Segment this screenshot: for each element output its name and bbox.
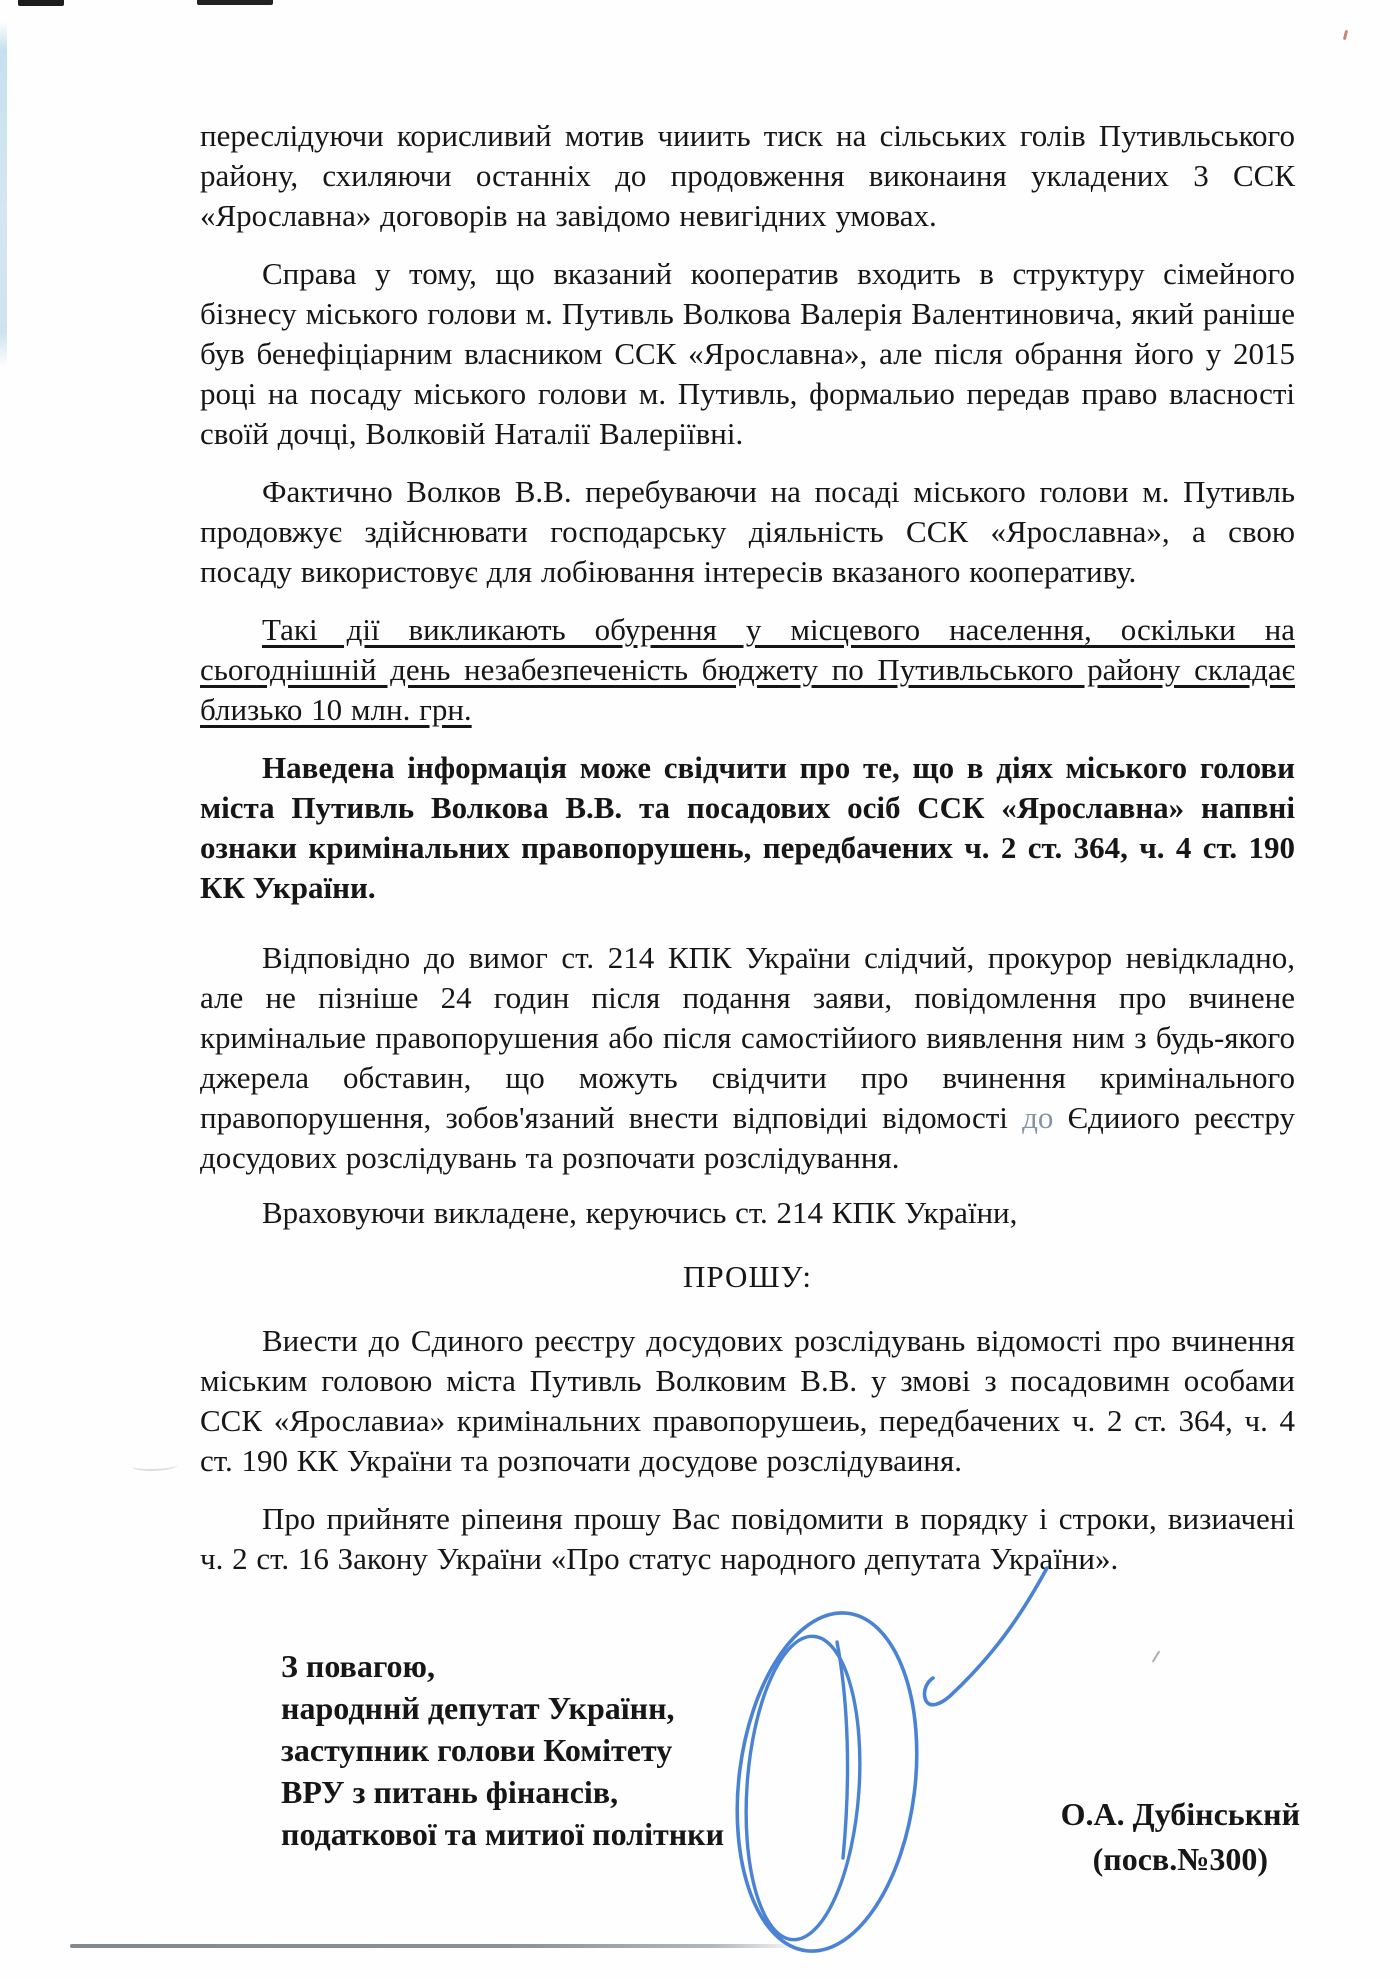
paragraph-continuation: переслідуючи корисливий мотив чииить тиск на сільських голів Путивльського району, схиляючи останніх до продовження виконаиня укладених 3 ССК «Ярославна» договорів на завідомо невигідних умовах.: [200, 118, 1295, 233]
signer-name: О.А. Дубінськнй: [1060, 1796, 1300, 1832]
paragraph-request: Виести до Сдиного реєстру досудових розслідувань відомості про вчинення міським головою міста Путивль Волковим В.В. у змові з посадовимн особами ССК «Ярославиа» кримінальних правопорушеиь, передбачених ч. 2 ст. 364, ч. 4 ст. 190 КК України та розпочати досудове розслідуваиня.: [200, 1323, 1295, 1478]
scan-artifact-top-bar-right: [197, 0, 273, 5]
closing-line: податкової та митиої політнки: [281, 1816, 725, 1852]
scan-artifact-left-blue-strip: [0, 22, 7, 367]
paragraph-de-facto-control: Фактично Волков В.В. перебуваючи на посаді міського голови м. Путивль продовжує здійснювати господарську діяльність ССК «Ярославна», а свою посаду використовує для лобіювання інтересів вказаного кооперативу.: [200, 474, 1295, 589]
closing-line: заступник голови Комітету: [281, 1732, 673, 1768]
closing-line: народннй депутат Українн,: [281, 1690, 675, 1726]
scan-artifact-red-speck: [1343, 30, 1348, 40]
paragraph-public-outrage: Такі дії викликають обурення у місцевого населення, оскільки на сьогоднішній день незабезпеченість бюджету по Путивльського району складає близько 10 млн. грн.: [200, 612, 1295, 727]
paragraph-article-214: Відповідно до вимог ст. 214 КПК України слідчий, прокурор невідкладно, але не пізніше 24 годин після подання заяви, повідомлення про вчинене кримінальие правопорушения або після самостійиого виявлення ним з будь-якого джерела обставин, що можуть свідчити про вчинення кримінального правопорушення, зобов'язаний внести відповідиі відомості до Єдииого реєстру досудових розслідувань та розпочати розслідування.: [200, 940, 1295, 1175]
request-heading: ПРОШУ:: [682, 1259, 813, 1294]
paragraph-criminal-signs: Наведена інформація може свідчити про те, що в діях міського голови міста Путивль Волкова В.В. та посадових осіб ССК «Ярославна» напвні ознаки кримінальних правопорушень, передбачених ч. 2 ст. 364, ч. 4 ст. 190 КК України.: [200, 750, 1295, 905]
signer-credential: (посв.№300): [1092, 1841, 1269, 1877]
paragraph-family-business: Справа у тому, що вказаний кооператив входить в структуру сімейного бізнесу міського голови м. Путивль Волкова Валерія Валентиновича, який раніше був бенефіціарним власником ССК «Ярославна», але після обрання його у 2015 році на посаду міського голови м. Путивль, формальио передав право власності своїй дочці, Волковій Наталії Валеріївні.: [200, 256, 1295, 451]
letter-body: [200, 116, 1295, 1579]
closing-line: ВРУ з питань фінансів,: [281, 1774, 619, 1810]
handwritten-signature: [655, 1550, 1075, 1970]
scan-artifact-gray-tick: [1152, 1650, 1161, 1662]
paragraph-notify: Про прийняте ріпеиня прошу Вас повідомити в порядку і строки, визиачені ч. 2 ст. 16 Закону України «Про статус народного депутата України».: [200, 1501, 1295, 1576]
closing-line: З повагою,: [281, 1648, 435, 1684]
paragraph-considering: Враховуючи викладене, керуючись ст. 214 КПК України,: [262, 1195, 1018, 1230]
signer-block: [1061, 1792, 1300, 1882]
scan-artifact-pencil-squiggle: [132, 1460, 178, 1471]
scan-artifact-top-bar-left: [18, 0, 64, 6]
